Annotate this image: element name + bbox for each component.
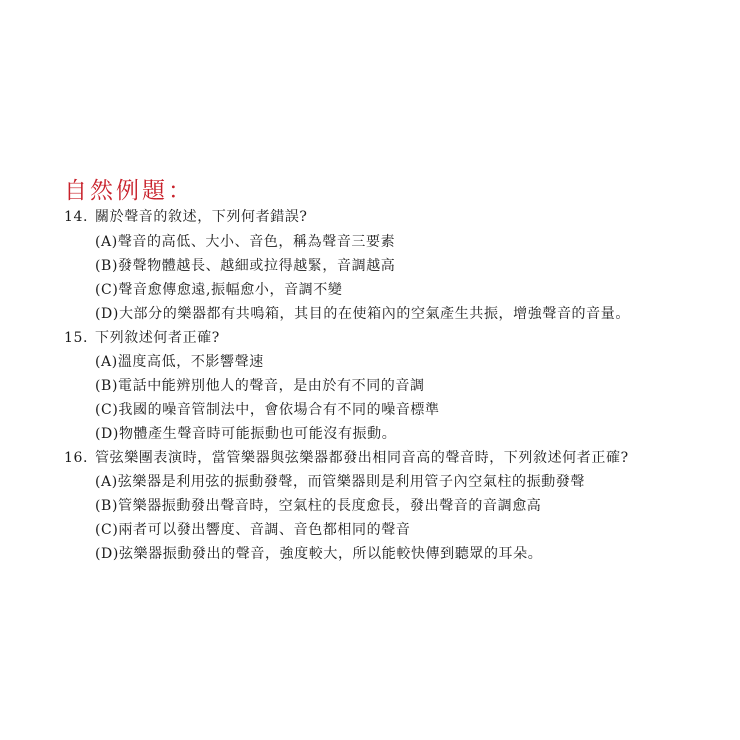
question-number: 15. — [64, 330, 89, 346]
question-text: 下列敘述何者正確? — [95, 330, 220, 346]
option-c: (C)聲音愈傳愈遠,振幅愈小，音調不變 — [95, 282, 343, 298]
option-a: (A)聲音的高低、大小、音色，稱為聲音三要素 — [95, 234, 396, 250]
option-d: (D)弦樂器振動發出的聲音，強度較大，所以能較快傳到聽眾的耳朵。 — [95, 546, 543, 562]
option-a: (A)弦樂器是利用弦的振動發聲，而管樂器則是利用管子內空氣柱的振動發聲 — [95, 474, 586, 490]
option-b: (B)發聲物體越長、越細或拉得越緊，音調越高 — [95, 258, 396, 274]
option-d: (D)大部分的樂器都有共鳴箱，其目的在使箱內的空氣產生共振，增強聲音的音量。 — [95, 306, 630, 322]
option-d: (D)物體產生聲音時可能振動也可能沒有振動。 — [95, 426, 397, 442]
option-c: (C)兩者可以發出響度、音調、音色都相同的聲音 — [95, 522, 411, 538]
page-title: 自然例題： — [64, 178, 194, 204]
question-number: 16. — [64, 450, 89, 466]
question-text: 管弦樂團表演時，當管樂器與弦樂器都發出相同音高的聲音時，下列敘述何者正確? — [95, 450, 629, 466]
question-number: 14. — [64, 209, 89, 225]
option-c: (C)我國的噪音管制法中，會依場合有不同的噪音標準 — [95, 402, 440, 418]
question-text: 關於聲音的敘述，下列何者錯誤? — [95, 209, 308, 225]
option-b: (B)電話中能辨別他人的聲音，是由於有不同的音調 — [95, 378, 425, 394]
option-b: (B)管樂器振動發出聲音時，空氣柱的長度愈長，發出聲音的音調愈高 — [95, 498, 542, 514]
option-a: (A)溫度高低，不影響聲速 — [95, 354, 264, 370]
